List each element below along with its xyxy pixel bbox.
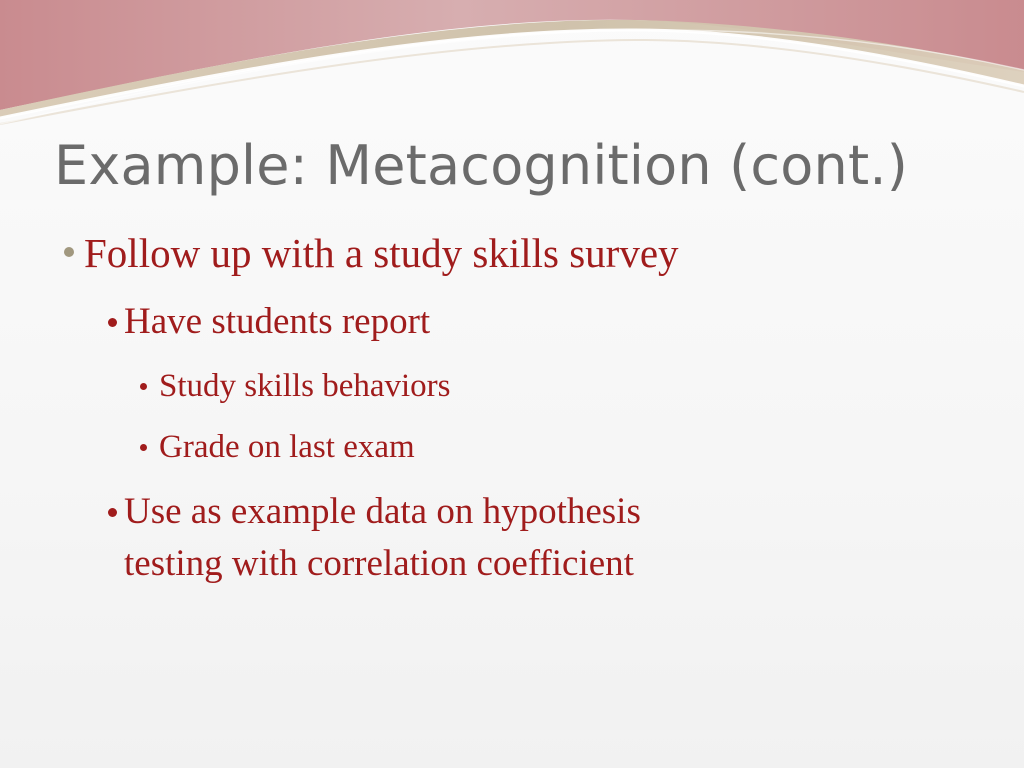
bullet-level3-text-grade: Grade on last exam: [159, 429, 415, 465]
slide-title: Example: Metacognition (cont.): [54, 134, 908, 197]
bullet-level2-text-example-data: [124, 486, 884, 590]
bullet-dot-icon: [140, 383, 147, 390]
bullet-dot-icon: [64, 247, 74, 257]
bullet-level2-item-example-data: [106, 486, 884, 590]
bullet-level3-item-behaviors: [138, 363, 451, 409]
header-swoosh-decoration: [0, 0, 1024, 130]
bullet-level3-item-grade: [138, 424, 415, 470]
bullet-level1-text: Follow up with a study skills survey: [84, 230, 679, 276]
bullet-level2-text-line2: testing with correlation coefficient: [124, 543, 634, 584]
bullet-level2-text-report: Have students report: [124, 301, 431, 342]
bullet-dot-icon: [140, 444, 147, 451]
bullet-level2-text-line1: Use as example data on hypothesis: [124, 491, 641, 532]
bullet-dot-icon: [108, 508, 117, 517]
bullet-level1-item: [60, 224, 679, 282]
bullet-level3-text-behaviors: Study skills behaviors: [159, 368, 451, 404]
bullet-dot-icon: [108, 318, 117, 327]
bullet-level2-item-report: [106, 296, 430, 348]
